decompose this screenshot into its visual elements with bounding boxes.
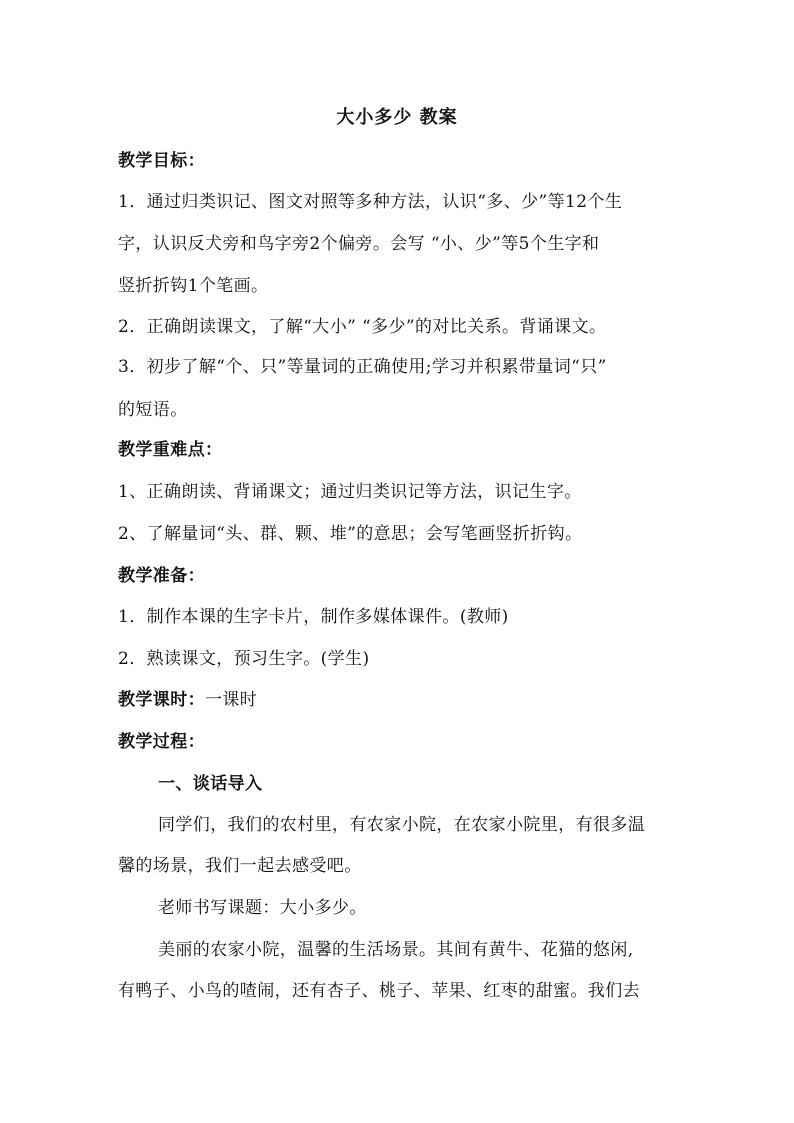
paragraph-line: 字，认识反犬旁和鸟字旁2个偏旁。会写 “小、少”等5个生字和	[118, 234, 600, 254]
section-heading-objectives: 教学目标：	[118, 151, 205, 171]
paragraph-line: 的短语。	[118, 400, 188, 420]
paragraph-line: 竖折折钩1个笔画。	[118, 276, 269, 296]
subsection-heading-intro: 一、谈话导入	[158, 774, 263, 794]
paragraph-line: 2．熟读课文，预习生字。(学生)	[118, 649, 370, 669]
paragraph-line: 2、了解量词“头、群、颗、堆”的意思；会写笔画竖折折钩。	[118, 524, 583, 544]
paragraph-line: 1、正确朗读、背诵课文；通过归类识记等方法，识记生字。	[118, 482, 582, 502]
paragraph-line: 1．制作本课的生字卡片，制作多媒体课件。(教师)	[118, 607, 509, 627]
lesson-hours-value: 一课时	[205, 690, 258, 710]
paragraph-line: 2．正确朗读课文，了解“大小” “多少”的对比关系。背诵课文。	[118, 317, 607, 337]
section-heading-hours: 教学课时：	[118, 690, 205, 710]
paragraph-line: 老师书写课题：大小多少。	[158, 898, 367, 918]
section-heading-process: 教学过程：	[118, 732, 205, 752]
section-heading-preparation: 教学准备：	[118, 566, 205, 586]
paragraph-line: 美丽的农家小院，温馨的生活场景。其间有黄牛、花猫的悠闲,	[158, 940, 634, 960]
paragraph-line: 有鸭子、小鸟的喳闹，还有杏子、桃子、苹果、红枣的甜蜜。我们去	[118, 981, 640, 1001]
lesson-hours-line	[118, 689, 683, 711]
section-heading-key-points: 教学重难点：	[118, 440, 223, 460]
paragraph-line: 同学们，我们的农村里，有农家小院，在农家小院里，有很多温	[158, 815, 646, 835]
paragraph-line: 1．通过归类识记、图文对照等多种方法，认识“多、少”等12个生	[118, 192, 623, 212]
paragraph-line: 馨的场景，我们一起去感受吧。	[118, 856, 362, 876]
paragraph-line: 3．初步了解“个、只”等量词的正确使用;学习并积累带量词“只”	[118, 357, 607, 377]
document-title: 大小多少 教案	[336, 107, 458, 128]
